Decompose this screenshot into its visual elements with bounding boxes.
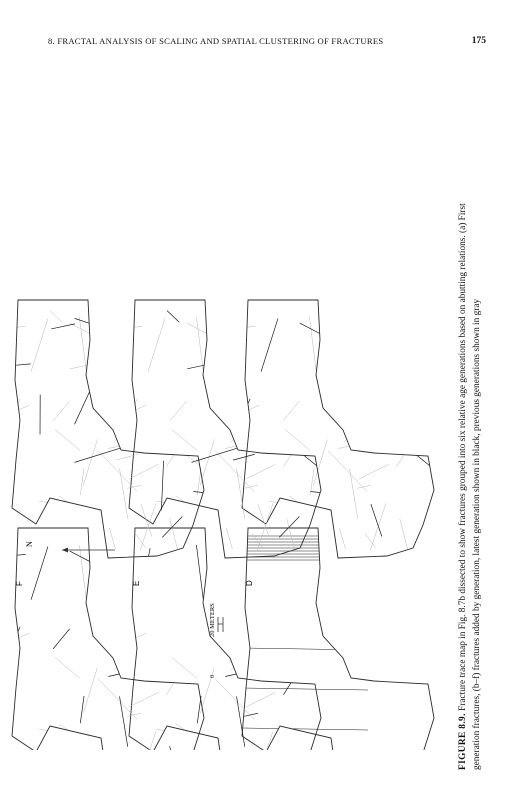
fracture-trace-current (233, 454, 255, 460)
fracture-trace-current (261, 387, 313, 400)
fracture-trace-previous (14, 405, 29, 412)
fracture-trace-current (253, 350, 257, 404)
fracture-trace-current (280, 436, 321, 469)
fracture-trace-current (167, 311, 179, 323)
outcrop-outline (129, 300, 321, 558)
fracture-trace-previous (70, 364, 91, 369)
fracture-trace-previous (306, 662, 328, 692)
fracture-trace-previous (122, 537, 150, 544)
fracture-trace-previous (111, 399, 137, 457)
fracture-trace-current (283, 653, 309, 695)
fracture-trace-previous (359, 464, 388, 478)
fracture-trace-previous (368, 396, 380, 403)
panel-label: F (15, 581, 24, 586)
fracture-trace-current (75, 377, 97, 424)
fracture-trace-previous (149, 387, 185, 405)
fracture-trace-current (297, 360, 310, 373)
fracture-trace-previous (187, 323, 242, 352)
fracture-trace-previous (108, 445, 124, 449)
fracture-trace-current (149, 615, 185, 633)
fracture-trace-current (193, 492, 226, 495)
fracture-trace-current (31, 547, 48, 600)
fracture-trace-previous (252, 533, 263, 547)
fracture-trace-current (393, 436, 434, 469)
fracture-trace-previous (0, 326, 26, 332)
fracture-trace-previous (377, 346, 402, 398)
fracture-trace-previous (350, 468, 358, 518)
fracture-trace-previous (257, 503, 273, 549)
fracture-trace-previous (266, 387, 302, 405)
caption-label: FIGURE 8.9. (458, 713, 468, 770)
fracture-trace-previous (129, 464, 158, 478)
fracture-trace-previous (323, 326, 333, 362)
fracture-map-figure (0, 60, 527, 750)
scale-bar (209, 603, 223, 678)
fracture-trace-current (196, 545, 203, 603)
fracture-trace-previous (55, 429, 80, 450)
fracture-trace-previous (39, 729, 68, 733)
fracture-trace-previous (246, 692, 275, 706)
fracture-trace (243, 688, 368, 690)
fracture-trace-previous (258, 615, 279, 669)
fracture-trace-previous (91, 322, 132, 342)
fracture-trace-current (0, 554, 26, 560)
fracture-trace-current (120, 696, 128, 746)
fracture-trace-previous (269, 501, 298, 505)
fracture-trace-previous (98, 451, 137, 492)
fracture-trace-current (210, 554, 220, 590)
fracture-trace-previous (166, 399, 180, 426)
fracture-trace-previous (127, 713, 141, 716)
fracture-trace (243, 648, 368, 650)
fracture-trace-current (51, 324, 75, 329)
fracture-trace-previous (400, 518, 408, 549)
fracture-trace-previous (303, 553, 356, 564)
fracture-trace-previous (176, 724, 201, 741)
fracture-trace-previous (39, 501, 68, 505)
fracture-trace-previous (136, 350, 140, 404)
fracture-trace-previous (215, 679, 254, 720)
fracture-trace-current (277, 515, 279, 537)
fracture-trace-previous (93, 554, 103, 590)
fracture-trace-previous (170, 401, 187, 421)
fracture-trace-previous (147, 346, 172, 398)
fracture-trace-previous (156, 501, 185, 505)
fracture-trace-previous (148, 319, 165, 372)
fracture-trace-previous (244, 405, 259, 412)
fracture-trace-previous (257, 731, 273, 750)
fracture-trace-current (70, 551, 125, 580)
fracture-trace-previous (135, 533, 146, 547)
outcrop-outline (242, 300, 434, 558)
fracture-trace-previous (140, 503, 156, 549)
fracture-trace-previous (255, 396, 267, 403)
fracture-trace-current (170, 746, 178, 750)
fracture-trace-current (108, 673, 124, 677)
fracture-trace-previous (144, 387, 196, 400)
fracture-trace-previous (239, 309, 267, 316)
outcrop-outline (242, 528, 434, 750)
fracture-trace-previous (122, 309, 150, 316)
fracture-trace-previous (70, 323, 125, 352)
fracture-trace-previous (140, 731, 156, 750)
fracture-trace-current (300, 323, 355, 352)
fracture-trace-current (225, 673, 241, 677)
fracture-trace-previous (310, 468, 314, 495)
page-number: 175 (471, 36, 486, 46)
fracture-trace-current (75, 447, 124, 462)
scale-bar-line (218, 617, 223, 632)
fracture-trace-previous (306, 434, 328, 464)
fracture-trace-previous (246, 464, 275, 478)
fracture-trace-previous (357, 485, 371, 488)
fracture-trace-previous (352, 309, 380, 316)
fracture-trace-current (145, 548, 151, 576)
fracture-trace-previous (244, 485, 258, 488)
fracture-trace-previous (127, 485, 141, 488)
panel-a (238, 528, 434, 750)
fracture-trace-current (162, 517, 182, 538)
fracture-trace-previous (328, 451, 367, 492)
north-arrow (25, 541, 115, 553)
outcrop-outline (12, 300, 204, 558)
fracture-trace-previous (47, 515, 49, 537)
fracture-trace-previous (30, 529, 72, 567)
fracture-trace-previous (313, 440, 327, 486)
fracture-trace-previous (148, 325, 197, 349)
fracture-trace-current (279, 517, 299, 538)
fracture-trace-previous (83, 440, 97, 486)
fracture-trace-current (264, 574, 289, 626)
fracture-trace-previous (79, 545, 86, 603)
fracture-trace-previous (260, 529, 302, 567)
outcrop-outline (129, 528, 321, 750)
fracture-trace-previous (226, 528, 232, 549)
fracture-trace-current (80, 696, 84, 723)
fracture-trace-current (239, 537, 267, 544)
fracture-trace-current (91, 550, 132, 570)
fracture-trace-previous (338, 445, 354, 449)
fracture-trace-previous (138, 624, 150, 631)
panel-label: E (132, 580, 141, 586)
panel-b (129, 528, 328, 750)
fracture-trace-previous (93, 326, 103, 362)
fracture-trace-previous (105, 366, 120, 372)
fracture-trace-previous (264, 346, 289, 398)
scale-label: 20 METERS (209, 603, 216, 637)
fracture-trace-previous (131, 405, 146, 412)
panel-c (0, 528, 211, 750)
fracture-trace-previous (371, 387, 392, 441)
running-head-title: 8. FRACTAL ANALYSIS OF SCALING AND SPATIAL CLUSTERING OF FRACTURES (48, 36, 384, 46)
fracture-trace-previous (14, 633, 29, 640)
fracture-trace-current (396, 399, 410, 426)
fracture-trace-current (335, 366, 350, 372)
figure-caption (456, 80, 504, 770)
fracture-trace-previous (283, 425, 309, 467)
fracture-trace-current (310, 492, 343, 495)
fracture-trace-current (161, 461, 163, 511)
scale-zero: 0 (209, 674, 216, 678)
fracture-trace-previous (419, 434, 441, 464)
north-label: N (25, 541, 34, 547)
fracture-trace-previous (176, 496, 201, 513)
fracture-trace-previous (166, 653, 192, 695)
fracture-trace-previous (141, 615, 162, 669)
fracture-trace-previous (131, 633, 146, 640)
fracture-trace (243, 728, 368, 730)
fracture-trace-previous (141, 387, 162, 441)
north-arrow-head (62, 548, 68, 553)
fracture-trace-current (208, 550, 249, 570)
fracture-trace-previous (396, 425, 422, 467)
fracture-trace-previous (163, 436, 204, 469)
fracture-trace-previous (120, 468, 128, 518)
fracture-trace-previous (109, 528, 115, 549)
fracture-trace-previous (116, 454, 138, 460)
fracture-trace-previous (129, 692, 158, 706)
fracture-trace-current (244, 713, 258, 716)
caption-line-2: generation fractures, (b–f) fractures added by generation, latest generation shown in black, previous generations shown in gray (472, 298, 482, 770)
fracture-trace-current (53, 629, 70, 649)
fracture-trace-previous (80, 468, 84, 495)
fracture-traces (238, 536, 368, 730)
panel-e (81, 300, 343, 586)
fracture-trace-previous (53, 401, 70, 421)
fracture-trace-previous (289, 496, 314, 513)
fracture-trace-current (85, 541, 100, 571)
fracture-trace-previous (215, 451, 254, 492)
fracture-trace-previous (138, 396, 150, 403)
fracture-trace-current (187, 364, 208, 369)
fracture-trace-previous (55, 657, 80, 678)
fracture-trace-previous (156, 729, 185, 733)
fracture-trace-current (374, 387, 426, 400)
fracture-trace-previous (378, 325, 427, 349)
fracture-trace-previous (339, 528, 345, 549)
fracture-trace-previous (59, 724, 84, 741)
fracture-trace-current (379, 387, 415, 405)
fracture-trace-previous (208, 322, 249, 342)
panel-label: D (245, 580, 254, 586)
fracture-trace-previous (365, 533, 376, 547)
fracture-trace-previous (309, 317, 316, 375)
figure (0, 60, 527, 750)
fracture-trace-previous (255, 624, 267, 631)
fracture-trace-previous (59, 496, 84, 513)
fracture-trace-previous (50, 311, 62, 323)
fracture-trace-current (222, 366, 237, 372)
fracture-trace-previous (31, 319, 48, 372)
fracture-trace-current (366, 350, 370, 404)
fracture-trace-previous (98, 679, 137, 720)
fracture-trace-previous (83, 668, 97, 714)
fracture-trace-previous (180, 360, 193, 373)
running-head (48, 36, 486, 50)
fracture-trace-previous (258, 387, 279, 441)
fracture-trace-previous (210, 326, 220, 362)
fracture-traces (0, 537, 211, 750)
fracture-traces (0, 309, 226, 575)
outcrop-outline (12, 528, 204, 750)
fracture-trace-previous (147, 574, 172, 626)
fracture-trace-previous (225, 445, 241, 449)
fracture-trace-previous (166, 425, 192, 467)
fracture-trace-previous (172, 657, 197, 678)
fracture-trace-previous (285, 429, 310, 450)
caption-line-1: Fracture trace map in Fig. 8.7b dissected to show fractures grouped into six relative age generations based on abutting relations. (a) First (458, 203, 468, 711)
fracture-traces (131, 537, 328, 750)
fracture-trace-previous (321, 322, 362, 342)
fracture-trace-current (261, 319, 278, 372)
fracture-trace-previous (172, 429, 197, 450)
fracture-trace-previous (283, 401, 300, 421)
